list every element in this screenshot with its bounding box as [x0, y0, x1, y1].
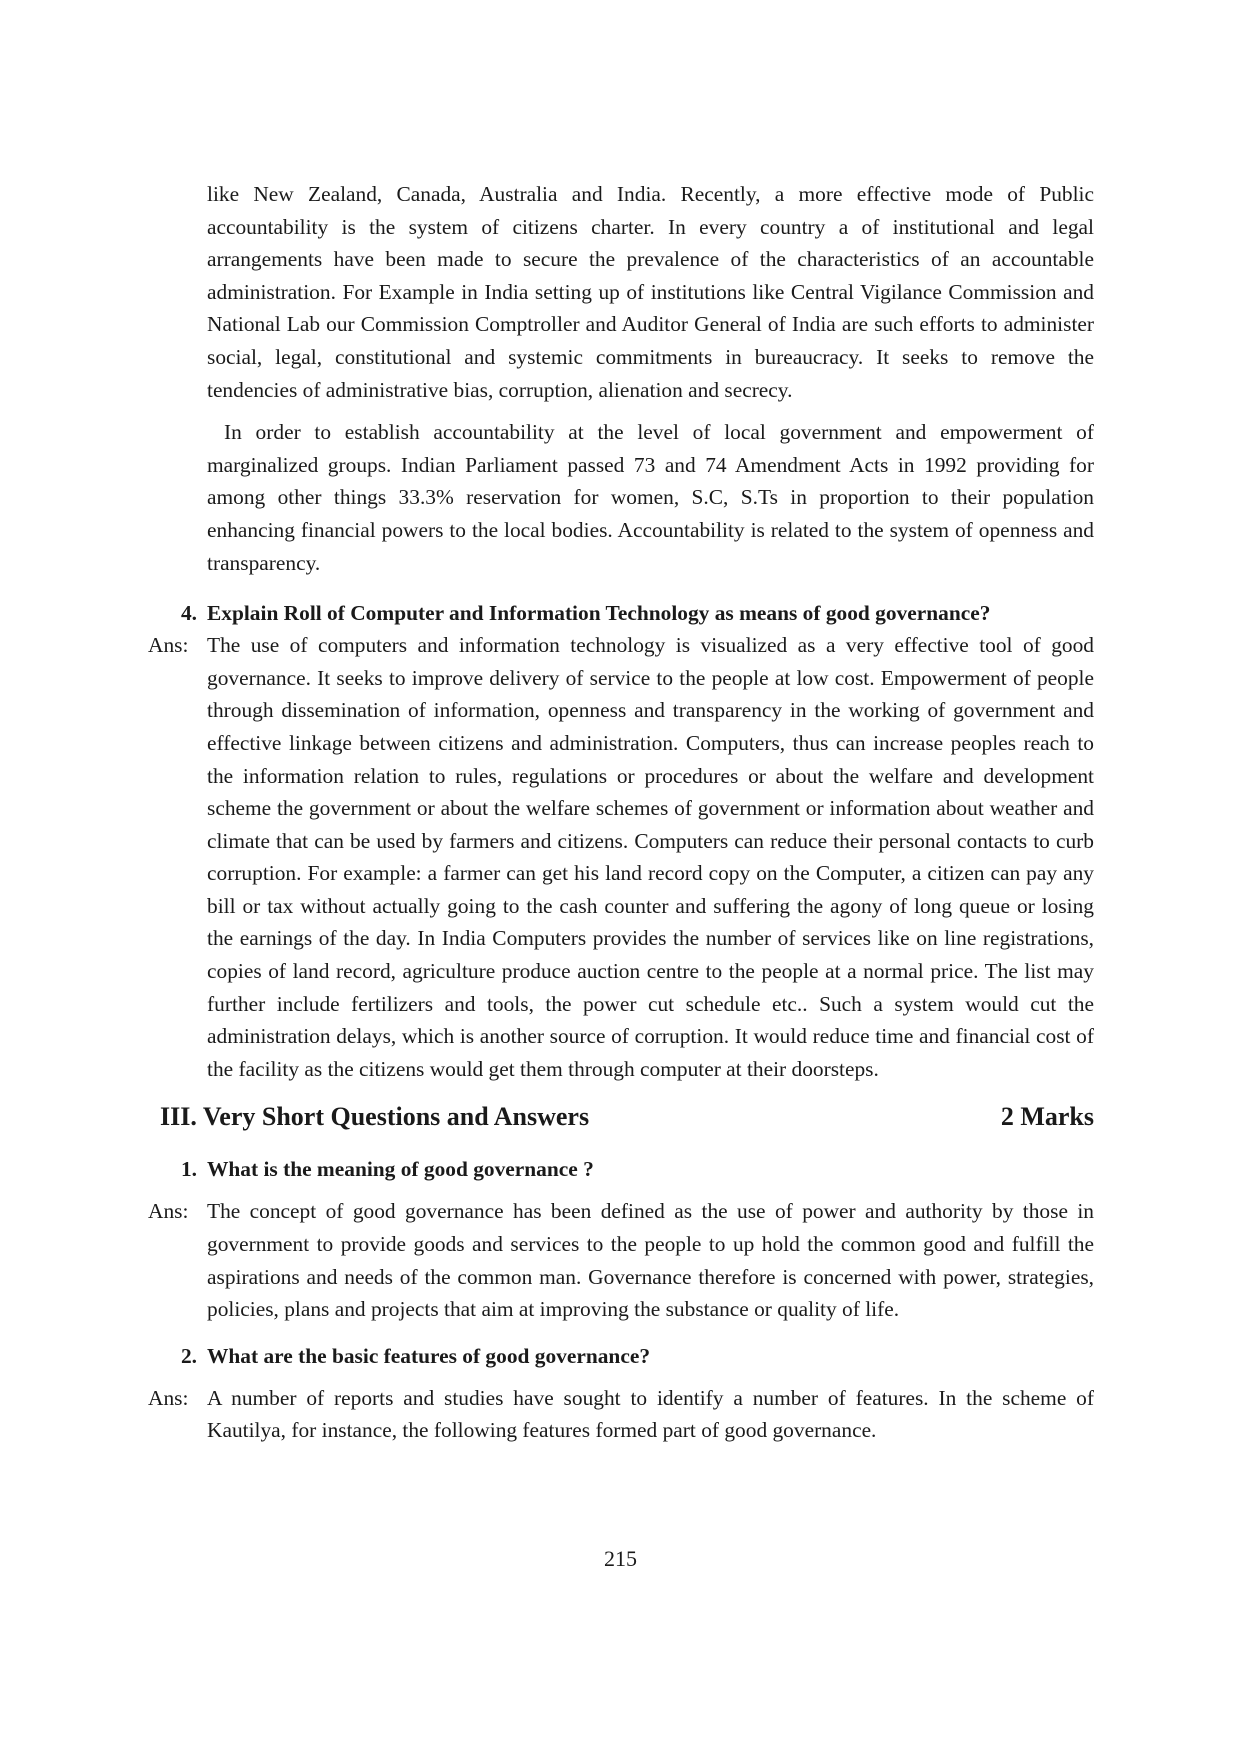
- answer-text: The use of computers and information technology is visualized as a very effective tool of good governance. It seeks to improve delivery of service to the people at low cost. Empowerment of people through dissemination of information, openness and transparency in the working of government and effective linkage between citizens and administration. Computers, thus can increase peoples reach to the information relation to rules, regulations or procedures or about the welfare and development scheme the government or about the welfare schemes of government or information about weather and climate that can be used by farmers and citizens. Computers can reduce their personal contacts to curb corruption. For example: a farmer can get his land record copy on the Computer, a citizen can pay any bill or tax without actually going to the cash counter and suffering the agony of long queue or losing the earnings of the day. In India Computers provides the number of services like on line registrations, copies of land record, agriculture produce auction centre to the people at a normal price. The list may further include fertilizers and tools, the power cut schedule etc.. Such a system would cut the administration delays, which is another source of corruption. It would reduce time and financial cost of the facility as the citizens would get them through computer at their doorsteps.: [207, 633, 1094, 1081]
- answer-text: A number of reports and studies have sought to identify a number of features. In the scheme of Kautilya, for instance, the following features formed part of good governance.: [207, 1385, 1094, 1443]
- answer-text: The concept of good governance has been defined as the use of power and authority by those in government to provide goods and services to the people to up hold the common good and fulfill the aspirations and needs of the common man. Governance therefore is concerned with power, strategies, policies, plans and projects that aim at improving the substance or quality of life.: [207, 1199, 1094, 1322]
- answer-4: [148, 629, 1094, 1085]
- question-text: Explain Roll of Computer and Information Technology as means of good governance?: [207, 601, 991, 626]
- paragraph-accountability: like New Zealand, Canada, Australia and India. Recently, a more effective mode of Public accountability is the system of citizens charter. In every country a of institutional and legal arrangements have been made to secure the prevalence of the characteristics of an accountable administration. For Example in India setting up of institutions like Central Vigilance Commission and National Lab our Commission Comptroller and Auditor General of India are such efforts to administer social, legal, constitutional and systemic commitments in bureaucracy. It seeks to remove the tendencies of administrative bias, corruption, alienation and secrecy.: [207, 182, 1094, 402]
- question-number: 4.: [180, 601, 197, 626]
- page-number: 215: [604, 1546, 637, 1571]
- question-text: What is the meaning of good governance ?: [207, 1157, 594, 1182]
- question-4: [148, 597, 1094, 629]
- page-content: [148, 178, 1094, 1447]
- question-text: What are the basic features of good governance?: [207, 1343, 651, 1368]
- section-heading: [148, 1099, 1094, 1135]
- answer-label: Ans:: [148, 1385, 189, 1410]
- section-marks: 2 Marks: [1000, 1102, 1094, 1132]
- paragraph-local-government: In order to establish accountability at the level of local government and empowerment of marginalized groups. Indian Parliament passed 73 and 74 Amendment Acts in 1992 providing for among other things 33.3% reservation for women, S.C, S.Ts in proportion to their population enhancing financial powers to the local bodies. Accountability is related to the system of openness and transparency.: [207, 420, 1094, 575]
- question-number: 1.: [180, 1157, 197, 1182]
- answer-2: [148, 1382, 1094, 1447]
- answer-1: [148, 1195, 1094, 1325]
- question-2: [148, 1340, 1094, 1372]
- answer-label: Ans:: [148, 633, 189, 658]
- question-number: 2.: [180, 1343, 197, 1368]
- section-title: III. Very Short Questions and Answers: [160, 1102, 590, 1132]
- question-1: [148, 1153, 1094, 1185]
- answer-label: Ans:: [148, 1199, 189, 1224]
